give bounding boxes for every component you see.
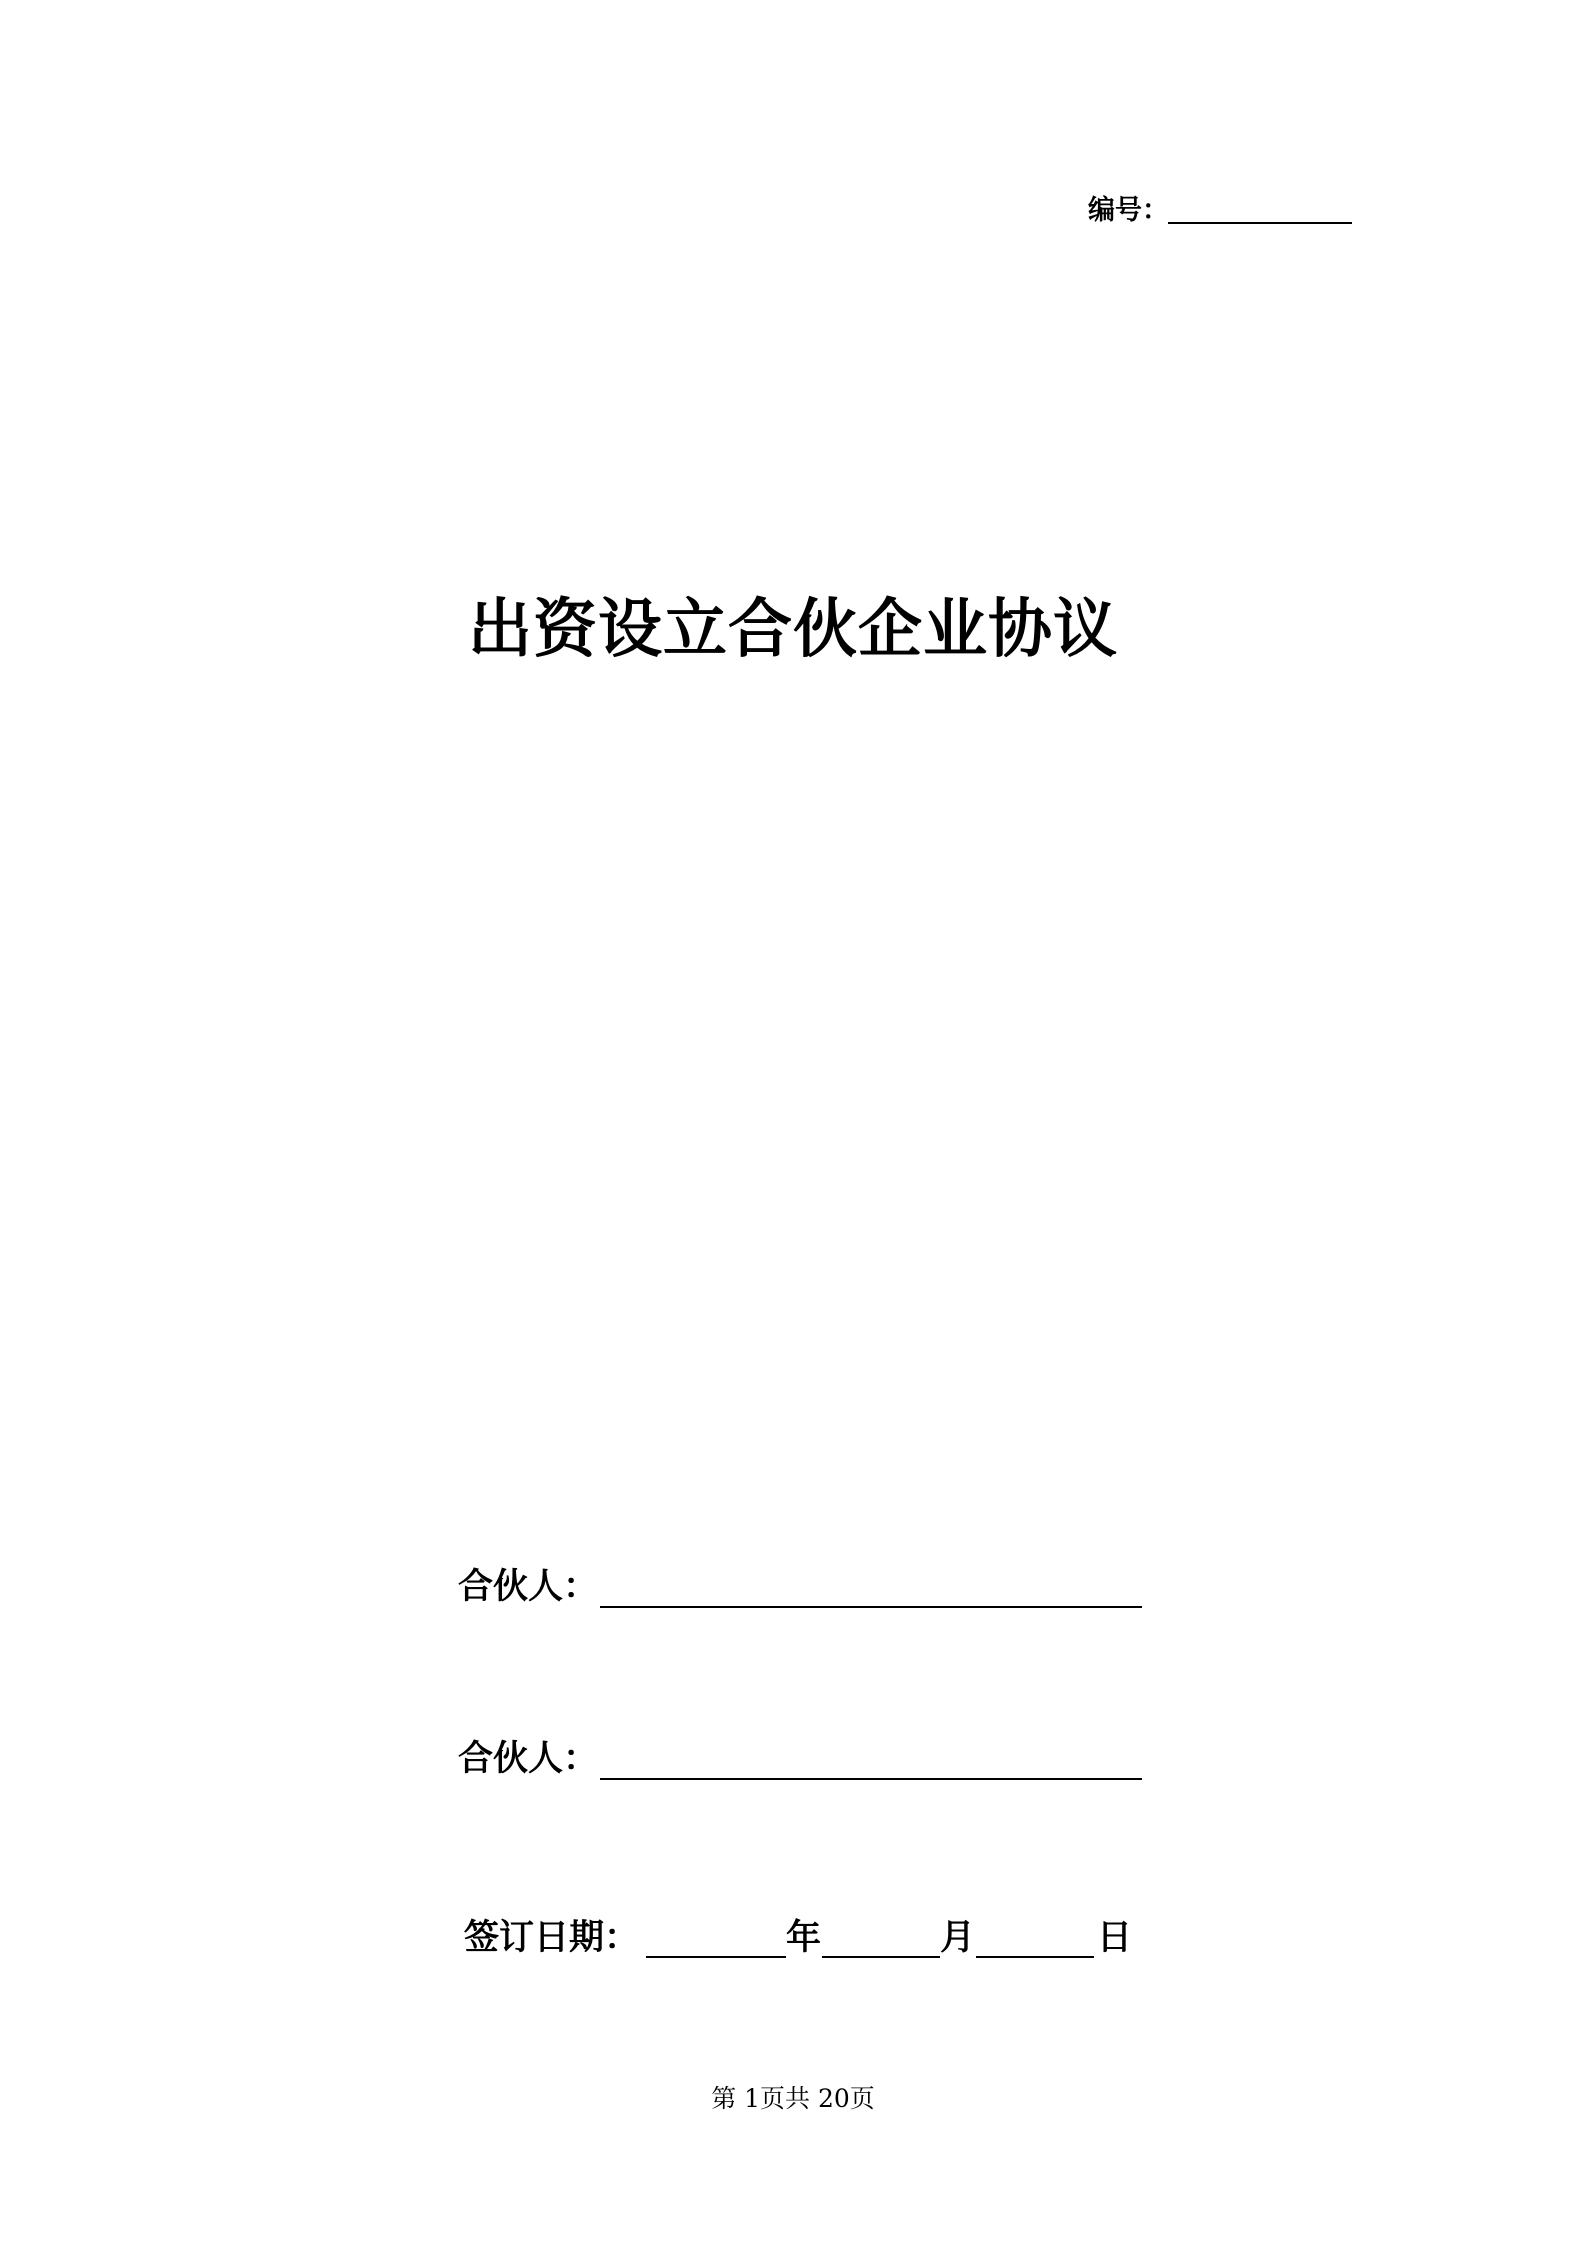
page-number-footer: 第 1页共 20页 (711, 2084, 875, 2113)
year-unit: 年 (786, 1918, 822, 1958)
day-blank (976, 1956, 1094, 1958)
partner-1-label: 合伙人： (458, 1567, 599, 1607)
partner-1-blank (600, 1606, 1142, 1608)
month-blank (822, 1956, 940, 1958)
signing-date-label: 签订日期： (464, 1918, 640, 1958)
year-blank (646, 1956, 786, 1958)
signing-date-row (0, 1916, 1586, 1964)
partner-2-label: 合伙人： (458, 1739, 599, 1779)
document-title: 出资设立合伙企业协议 (468, 593, 1118, 667)
serial-number-blank (1168, 222, 1352, 224)
partner-2-blank (600, 1778, 1142, 1780)
month-unit: 月 (940, 1918, 976, 1958)
serial-number-label: 编号： (1088, 195, 1169, 226)
day-unit: 日 (1097, 1918, 1133, 1958)
